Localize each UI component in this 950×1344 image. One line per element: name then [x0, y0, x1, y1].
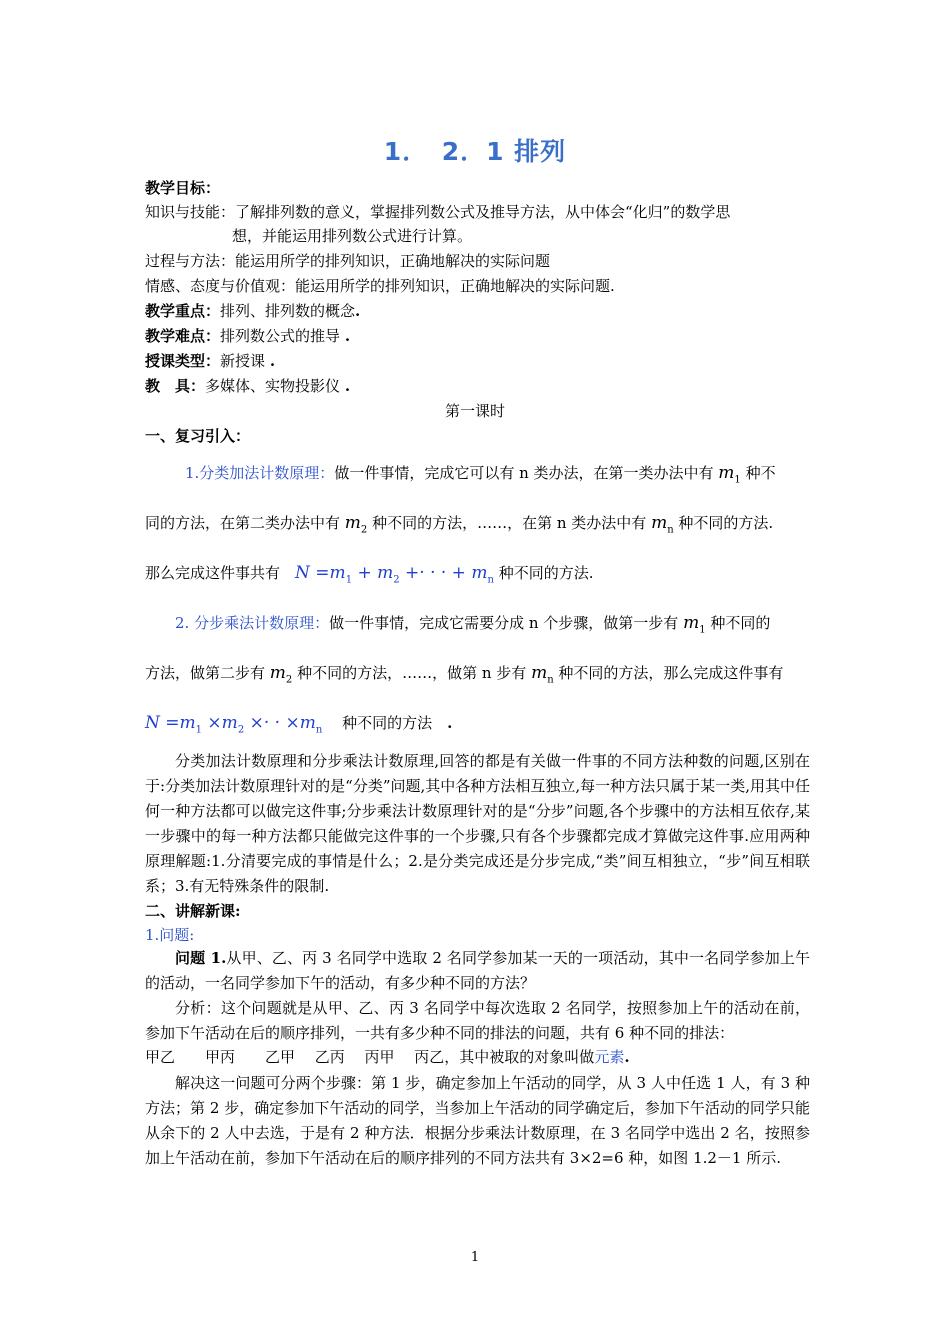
- permutation-list: 甲乙 甲丙 乙甲 乙丙 丙甲 丙乙，其中被取的对象叫做元素.: [145, 1048, 630, 1066]
- section-new-heading: 二、讲解新课:: [145, 902, 241, 920]
- section-review-heading: 一、复习引入：: [145, 427, 251, 445]
- product-formula: $N =m_1 \times m_2$ ×· · $\times m_n$: [145, 713, 323, 736]
- objective-process: 过程与方法：能运用所学的排列知识，正确地解决的实际问题: [145, 252, 551, 270]
- objective-knowledge-cont: 想，并能运用排列数公式进行计算。: [232, 227, 473, 245]
- sum-formula: $N =m_1 + m_2$ +· · · + $m_n$: [295, 563, 494, 586]
- page-title: 1． 2．1 排列: [383, 137, 567, 166]
- problem1-analysis: 分析：这个问题就是从甲、乙、丙 3 名同学中每次选取 2 名同学，按照参加上午的活动在前，参加下午活动在后的顺序排列，一共有多少种不同的排法的问题，共有 6 种不同的排法：: [145, 999, 810, 1042]
- rule1-line1: 1.分类加法计数原理：做一件事情，完成它可以有 n 类办法，在第一类办法中有 $m_1$ 种不: [185, 463, 776, 486]
- lesson-type: 授课类型：新授课 .: [145, 352, 276, 370]
- tools: 教 具：多媒体、实物投影仪 .: [145, 377, 351, 395]
- problem1-solution: 解决这一问题可分两个步骤：第 1 步，确定参加上午活动的同学，从 3 人中任选 1 人，有 3 种方法；第 2 步，确定参加下午活动的同学，当参加上午活动的同学确定后，参加下午活动的同学只能从余下的 2 人中去选，于是有 2 种方法．根据分步乘法计数原理，在 3 名同学中选出 2 名，按照参加上午活动在前，参加下午活动在后的顺序排列的不同方法共有 3×2=6 种，如图 1.2－1 所示.: [145, 1074, 810, 1167]
- objectives-heading: 教学目标：: [145, 179, 221, 197]
- key-point: 教学重点：排列、排列数的概念.: [145, 302, 361, 320]
- rule2-line2: 方法，做第二步有 $m_2$ 种不同的方法，……，做第 n 步有 $m_n$ 种不同的方法，那么完成这件事有: [145, 663, 784, 686]
- rule1-line3: 那么完成这件事共有 $N =m_1 + m_2$ +· · · + $m_n$ 种不同的方法.: [145, 563, 594, 586]
- rule1-line2: 同的方法，在第二类办法中有 $m_2$ 种不同的方法，……，在第 n 类办法中有 $m_n$ 种不同的方法.: [145, 513, 774, 536]
- element-term: 元素: [594, 1048, 625, 1066]
- page-number: 1: [470, 1250, 480, 1265]
- rule2-line3: $N =m_1 \times m_2$ ×· · $\times m_n$ 种不同的方法 .: [145, 713, 453, 736]
- rule2-line1: 2. 分步乘法计数原理：做一件事情，完成它需要分成 n 个步骤，做第一步有 $m_1$ 种不同的: [175, 613, 771, 636]
- objective-emotion: 情感、态度与价值观：能运用所学的排列知识，正确地解决的实际问题.: [145, 277, 615, 295]
- first-period: 第一课时: [444, 402, 505, 420]
- question-heading: 1.问题:: [145, 926, 195, 944]
- objective-knowledge: 知识与技能：了解排列数的意义，掌握排列数公式及推导方法，从中体会“化归”的数学思: [145, 203, 731, 221]
- problem1: 问题 1.从甲、乙、丙 3 名同学中选取 2 名同学参加某一天的一项活动，其中一名同学参加上午的活动，一名同学参加下午的活动，有多少种不同的方法？: [145, 949, 810, 992]
- comparison-paragraph: 分类加法计数原理和分步乘法计数原理,回答的都是有关做一件事的不同方法种数的问题,区别在于:分类加法计数原理针对的是“分类”问题,其中各种方法相互独立,每一种方法只属于某一类,用其中任何一种方法都可以做完这件事;分步乘法计数原理针对的是“分步”问题,各个步骤中的方法相互依存,某一步骤中的每一种方法都只能做完这件事的一个步骤,只有各个步骤都完成才算做完这件事.应用两种原理解题:1.分清要完成的事情是什么；2.是分类完成还是分步完成,“类”间互相独立，“步”间互相联系；3.有无特殊条件的限制.: [145, 752, 810, 895]
- difficulty: 教学难点：排列数公式的推导 .: [145, 327, 351, 345]
